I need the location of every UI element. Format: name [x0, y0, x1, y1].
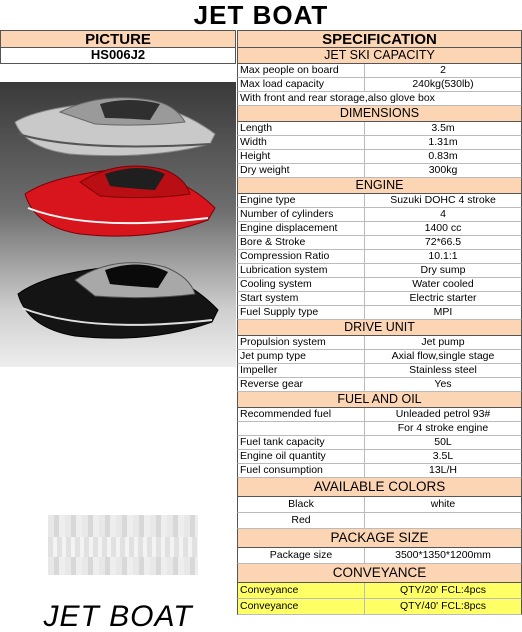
spec-row: [237, 78, 522, 92]
spec-row: [237, 436, 522, 450]
black-boat: [18, 263, 218, 338]
section-conveyance: CONVEYANCE: [237, 564, 522, 583]
spec-key: Max load capacity: [238, 78, 365, 91]
spec-row: [237, 408, 522, 422]
spec-value: Suzuki DOHC 4 stroke: [390, 194, 496, 206]
spec-key: Lubrication system: [238, 264, 365, 277]
section-dimensions: DIMENSIONS: [237, 106, 522, 122]
spec-key: Engine type: [238, 194, 365, 207]
spec-row: [237, 450, 522, 464]
spec-key: Impeller: [238, 364, 365, 377]
spec-value: 4: [440, 208, 446, 220]
page-title: JET BOAT: [0, 0, 522, 30]
boat-illustration: [0, 82, 236, 367]
spec-key: Number of cylinders: [238, 208, 365, 221]
spec-key: Start system: [238, 292, 365, 305]
section-package-size: PACKAGE SIZE: [237, 529, 522, 548]
silver-boat: [15, 98, 215, 156]
spec-key: Fuel Supply type: [238, 306, 365, 319]
specification-column: [237, 30, 522, 632]
spec-row: [237, 264, 522, 278]
specification-header: SPECIFICATION: [237, 30, 522, 48]
spec-note: With front and rear storage,also glove box: [240, 92, 435, 104]
spec-row: [237, 236, 522, 250]
spec-row: [237, 364, 522, 378]
spec-row: [237, 194, 522, 208]
spec-value: 0.83m: [428, 150, 458, 162]
spec-value: Stainless steel: [409, 364, 477, 376]
spec-value: Unleaded petrol 93#: [395, 408, 491, 420]
boat-photo: [0, 82, 236, 367]
spec-key: Dry weight: [238, 164, 365, 177]
spec-row: [237, 422, 522, 436]
spec-key: Propulsion system: [238, 336, 365, 349]
spec-value: 72*66.5: [424, 236, 462, 248]
spec-row: [237, 64, 522, 78]
color-option: white: [430, 498, 456, 510]
spec-value: Water cooled: [412, 278, 474, 290]
spec-value: Axial flow,single stage: [391, 350, 495, 362]
spec-value: For 4 stroke engine: [397, 422, 489, 434]
spec-value: 3500*1350*1200mm: [395, 549, 491, 561]
spec-value: 240kg(530lb): [412, 78, 474, 90]
spec-key: [238, 422, 365, 435]
spec-value: Yes: [434, 378, 452, 390]
spec-value: 300kg: [428, 164, 458, 176]
conveyance-row: [237, 583, 522, 599]
spec-row: [237, 464, 522, 478]
spec-row: [237, 250, 522, 264]
spec-row: [237, 208, 522, 222]
spec-value: Jet pump: [421, 336, 465, 348]
section-available-colors: AVAILABLE COLORS: [237, 478, 522, 497]
spec-row: [237, 306, 522, 320]
spec-value: QTY/40' FCL:8pcs: [399, 600, 487, 612]
spec-key: Recommended fuel: [238, 408, 365, 421]
color-row: [237, 497, 522, 513]
spec-row: [237, 122, 522, 136]
spec-row: [237, 336, 522, 350]
model-number: HS006J2: [0, 48, 236, 64]
spec-value: QTY/20' FCL:4pcs: [399, 584, 487, 596]
spec-key: Jet pump type: [238, 350, 365, 363]
picture-header: PICTURE: [0, 30, 236, 48]
spec-key: Width: [238, 136, 365, 149]
spec-value: Electric starter: [409, 292, 477, 304]
spec-row: [237, 548, 522, 564]
spec-key: Compression Ratio: [238, 250, 365, 263]
spec-key: Engine displacement: [238, 222, 365, 235]
spec-key: Fuel consumption: [238, 464, 365, 477]
spec-value: MPI: [433, 306, 453, 318]
section-jetski-capacity: JET SKI CAPACITY: [237, 48, 522, 64]
section-fuel-oil: FUEL AND OIL: [237, 392, 522, 408]
spec-row: [237, 222, 522, 236]
spec-row: [237, 136, 522, 150]
color-option: Red: [238, 513, 365, 528]
spec-key: Fuel tank capacity: [238, 436, 365, 449]
spacer: [0, 64, 236, 82]
spec-key: Bore & Stroke: [238, 236, 365, 249]
color-option: [365, 513, 521, 528]
spec-row: [237, 150, 522, 164]
spec-value: Dry sump: [420, 264, 466, 276]
section-drive-unit: DRIVE UNIT: [237, 320, 522, 336]
spec-row: [237, 292, 522, 306]
spec-value: 1400 cc: [424, 222, 462, 234]
spec-row: [237, 92, 522, 106]
red-boat: [25, 166, 215, 236]
picture-column: [0, 30, 236, 632]
color-row: [237, 513, 522, 529]
spec-row: [237, 350, 522, 364]
brand-logo: JET BOAT: [43, 600, 193, 632]
blurred-watermark: [48, 515, 198, 575]
spec-row: [237, 378, 522, 392]
spec-key: Conveyance: [238, 583, 365, 598]
spec-value: 10.1:1: [428, 250, 458, 262]
spec-key: Package size: [238, 548, 365, 563]
spec-row: [237, 278, 522, 292]
conveyance-row: [237, 599, 522, 615]
spec-key: Length: [238, 122, 365, 135]
color-option: Black: [238, 497, 365, 512]
spec-value: 13L/H: [428, 464, 458, 476]
spec-key: Conveyance: [238, 599, 365, 614]
spec-row: [237, 164, 522, 178]
spec-value: 2: [440, 64, 446, 76]
spec-key: Height: [238, 150, 365, 163]
spec-key: Cooling system: [238, 278, 365, 291]
spec-value: 3.5L: [432, 450, 454, 462]
spec-key: Reverse gear: [238, 378, 365, 391]
spec-value: 1.31m: [428, 136, 458, 148]
spec-value: 3.5m: [431, 122, 455, 134]
section-engine: ENGINE: [237, 178, 522, 194]
spec-key: Engine oil quantity: [238, 450, 365, 463]
spec-value: 50L: [434, 436, 452, 448]
spec-key: Max people on board: [238, 64, 365, 77]
